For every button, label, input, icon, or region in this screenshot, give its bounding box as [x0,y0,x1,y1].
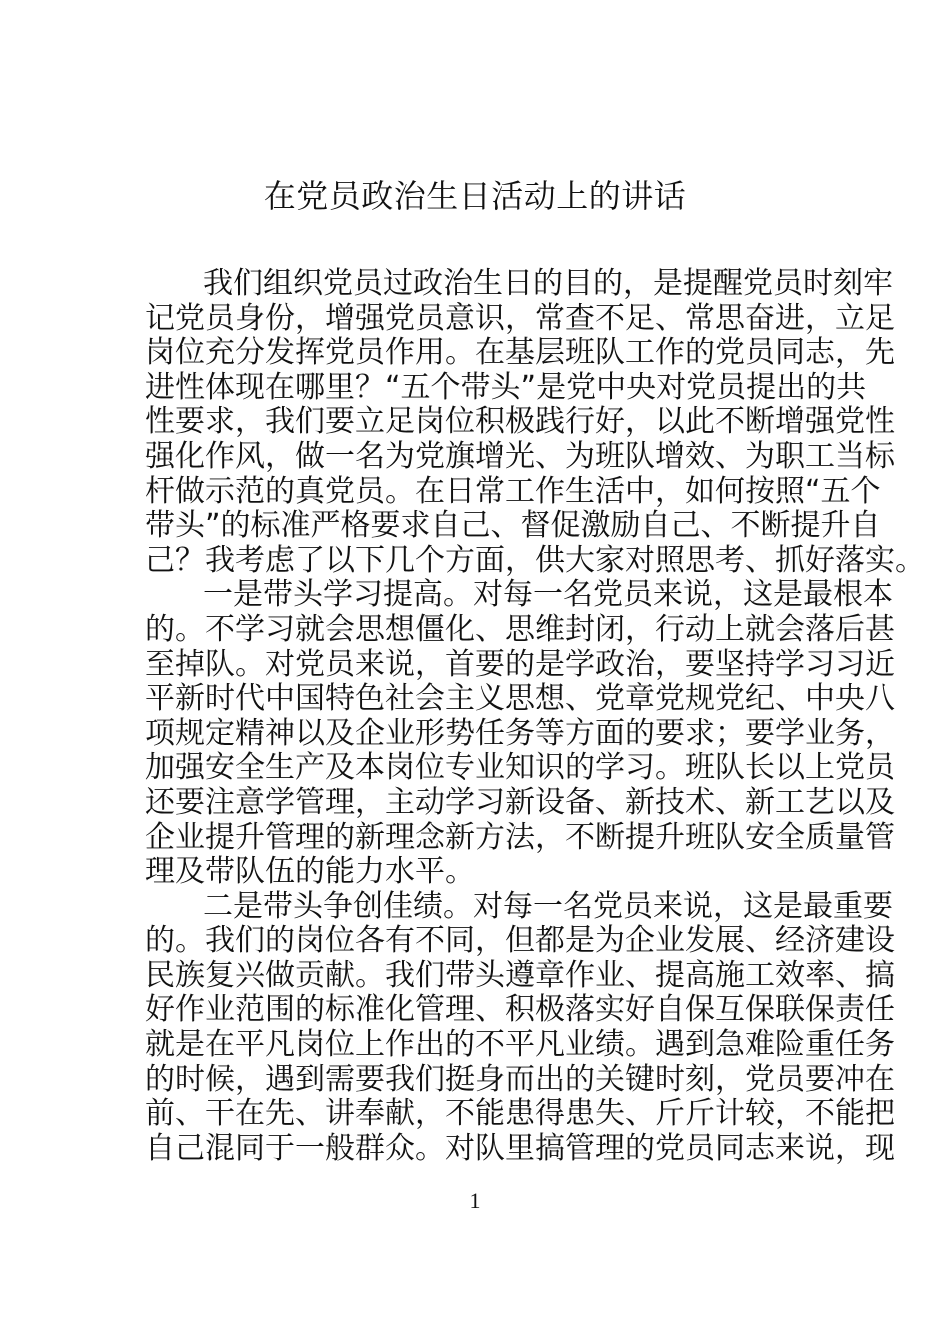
paragraph [145,266,925,578]
paragraph [145,577,895,890]
text-line: 民族复兴做贡献。我们带头遵章作业、提高施工效率、搞 [145,957,895,993]
text-line: 还要注意学管理，主动学习新设备、新技术、新工艺以及 [145,784,895,820]
text-line: 好作业范围的标准化管理、积极落实好自保互保联保责任 [145,992,895,1028]
text-line: 带头”的标准严格要求自己、督促激励自己、不断提升自 [145,508,881,544]
text-line: 的时候，遇到需要我们挺身而出的关键时刻，党员要冲在 [145,1061,895,1097]
text-line: 就是在平凡岗位上作出的不平凡业绩。遇到急难险重任务 [145,1027,895,1063]
page-number: 1 [469,1188,481,1213]
text-line: 我们组织党员过政治生日的目的，是提醒党员时刻牢 [203,266,893,301]
text-line: 加强安全生产及本岗位专业知识的学习。班队长以上党员 [145,750,895,786]
text-line: 强化作风，做一名为党旗增光、为班队增效、为职工当标 [145,438,895,474]
text-line: 企业提升管理的新理念新方法，不断提升班队安全质量管 [145,819,895,855]
text-line: 自己混同于一般群众。对队里搞管理的党员同志来说，现 [145,1130,895,1166]
text-line: 岗位充分发挥党员作用。在基层班队工作的党员同志，先 [145,335,895,371]
text-line: 性要求，我们要立足岗位积极践行好，以此不断增强党性 [145,404,895,440]
text-line: 的。我们的岗位各有不同，但都是为企业发展、经济建设 [145,923,895,959]
text-line: 己？我考虑了以下几个方面，供大家对照思考、抓好落实。 [145,542,925,578]
text-line: 杆做示范的真党员。在日常工作生活中，如何按照“五个 [145,473,881,509]
text-line: 项规定精神以及企业形势任务等方面的要求；要学业务， [145,715,895,751]
text-line: 一是带头学习提高。对每一名党员来说，这是最根本 [203,577,893,613]
document-title: 在党员政治生日活动上的讲话 [263,177,687,215]
text-line: 平新时代中国特色社会主义思想、党章党规党纪、中央八 [145,681,895,717]
text-line: 至掉队。对党员来说，首要的是学政治，要坚持学习习近 [145,646,895,682]
text-line: 二是带头争创佳绩。对每一名党员来说，这是最重要 [203,888,893,924]
paragraph [145,888,895,1167]
text-line: 理及带队伍的能力水平。 [145,854,475,890]
document-body [145,266,925,1166]
text-line: 进性体现在哪里？“五个带头”是党中央对党员提出的共 [145,369,867,405]
text-line: 记党员身份，增强党员意识，常查不足、常思奋进，立足 [145,300,895,336]
text-line: 的。不学习就会思想僵化、思维封闭，行动上就会落后甚 [145,611,895,647]
text-line: 前、干在先、讲奉献，不能患得患失、斤斤计较，不能把 [145,1096,895,1132]
